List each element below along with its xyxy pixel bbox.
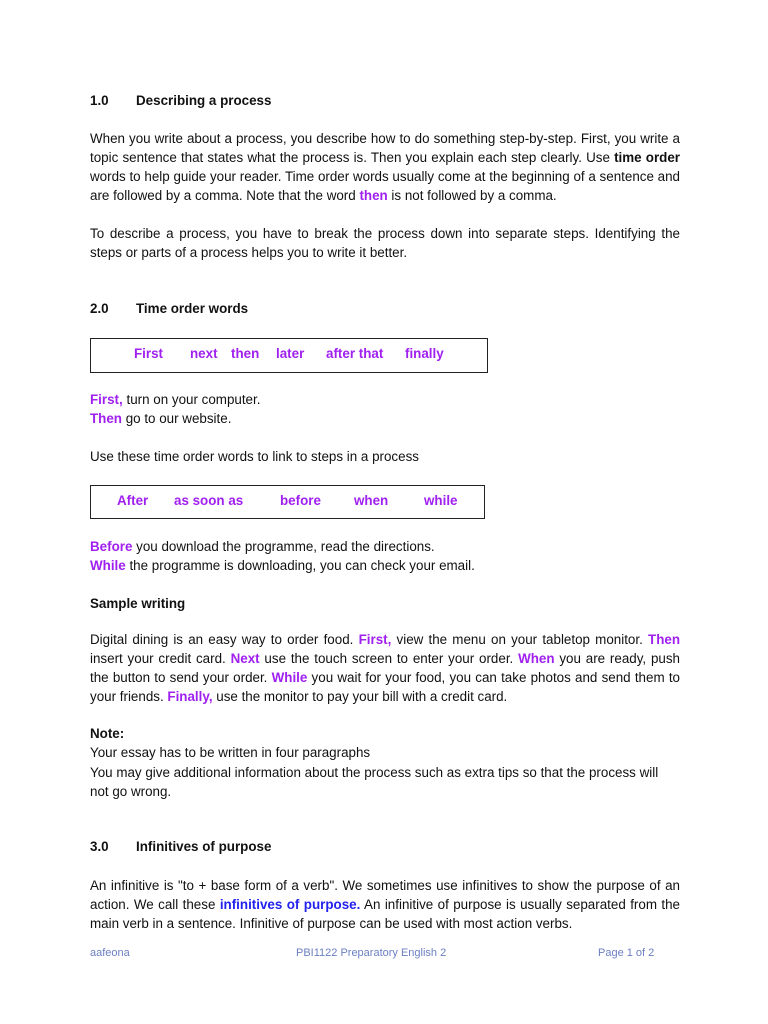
word-while: while bbox=[424, 493, 458, 508]
word-finally: finally bbox=[405, 346, 444, 361]
keyword-first: First, bbox=[358, 632, 392, 647]
section-heading-time-order-words bbox=[90, 301, 248, 316]
example-first: First, turn on your computer. bbox=[90, 392, 261, 407]
word-next: next bbox=[190, 346, 218, 361]
example-while: While the programme is downloading, you can check your email. bbox=[90, 558, 475, 573]
footer-author: aafeona bbox=[90, 947, 130, 959]
keyword-while: While bbox=[271, 670, 308, 685]
note-line-1: Your essay has to be written in four paragraphs bbox=[90, 745, 371, 760]
word-as-soon-as: as soon as bbox=[174, 493, 244, 508]
paragraph-infinitives: An infinitive is "to + base form of a verb". We sometimes use infinitives to show the purpose of an action. We call these infinitives of purpose. An infinitive of purpose is usually separated from the main verb in a sentence. Infinitive of purpose can be used with most action verbs. bbox=[90, 878, 681, 931]
word-then: then bbox=[231, 346, 260, 361]
word-later: later bbox=[276, 346, 305, 361]
word-before: before bbox=[280, 493, 321, 508]
word-after: After bbox=[117, 493, 149, 508]
keyword-finally: Finally, bbox=[167, 689, 213, 704]
section-number: 2.0 bbox=[90, 301, 109, 316]
section-title: Time order words bbox=[136, 301, 249, 316]
paragraph-process-intro: When you write about a process, you describe how to do something step-by-step. First, you write a topic sentence that states what the process is. Then you explain each step clearly. Use time order words to help guide your reader. Time order words usually come at the beginning of a sentence and are followed by a comma. Note that the word then is not followed by a comma. bbox=[90, 131, 680, 203]
paragraph-link-steps: Use these time order words to link to steps in a process bbox=[90, 449, 419, 464]
example-before: Before you download the programme, read the directions. bbox=[90, 539, 435, 554]
keyword-then: then bbox=[359, 188, 388, 203]
section-title: Describing a process bbox=[136, 93, 272, 108]
sample-writing-heading: Sample writing bbox=[90, 596, 186, 611]
paragraph-break-steps: To describe a process, you have to break the process down into separate steps. Identifying the steps or parts of a process helps you to write it better. bbox=[90, 226, 680, 260]
keyword-next: Next bbox=[230, 651, 260, 666]
example-then: Then go to our website. bbox=[90, 411, 232, 426]
keyword-then: Then bbox=[90, 411, 122, 426]
word-first: First bbox=[134, 346, 164, 361]
time-order-words-box bbox=[90, 338, 488, 373]
linking-words-box bbox=[90, 485, 485, 519]
keyword-first: First, bbox=[90, 392, 123, 407]
word-after-that: after that bbox=[326, 346, 384, 361]
bold-time-order: time order bbox=[614, 150, 680, 165]
keyword-when: When bbox=[518, 651, 555, 666]
section-title: Infinitives of purpose bbox=[136, 839, 272, 854]
keyword-then: Then bbox=[648, 632, 681, 647]
section-heading-infinitives bbox=[90, 839, 271, 854]
section-heading-describing-process bbox=[90, 93, 271, 108]
sample-writing-paragraph: Digital dining is an easy way to order food. First, view the menu on your tabletop monitor. Then insert your credit card. Next use the touch screen to enter your order. When you are ready, push the button to send your order. While you wait for your food, you can take photos and send them to your friends. Finally, use the monitor to pay your bill with a credit card. bbox=[90, 632, 681, 704]
keyword-infinitives-of-purpose: infinitives of purpose. bbox=[219, 897, 361, 912]
keyword-before: Before bbox=[90, 539, 133, 554]
section-number: 3.0 bbox=[90, 839, 109, 854]
footer-page-number: Page 1 of 2 bbox=[598, 947, 655, 959]
footer-course: PBI1122 Preparatory English 2 bbox=[296, 947, 447, 959]
word-when: when bbox=[354, 493, 389, 508]
note-heading: Note: bbox=[90, 726, 125, 741]
section-number: 1.0 bbox=[90, 93, 109, 108]
note-line-2: You may give additional information about the process such as extra tips so that the process will not go wrong. bbox=[90, 765, 659, 799]
keyword-while: While bbox=[90, 558, 126, 573]
